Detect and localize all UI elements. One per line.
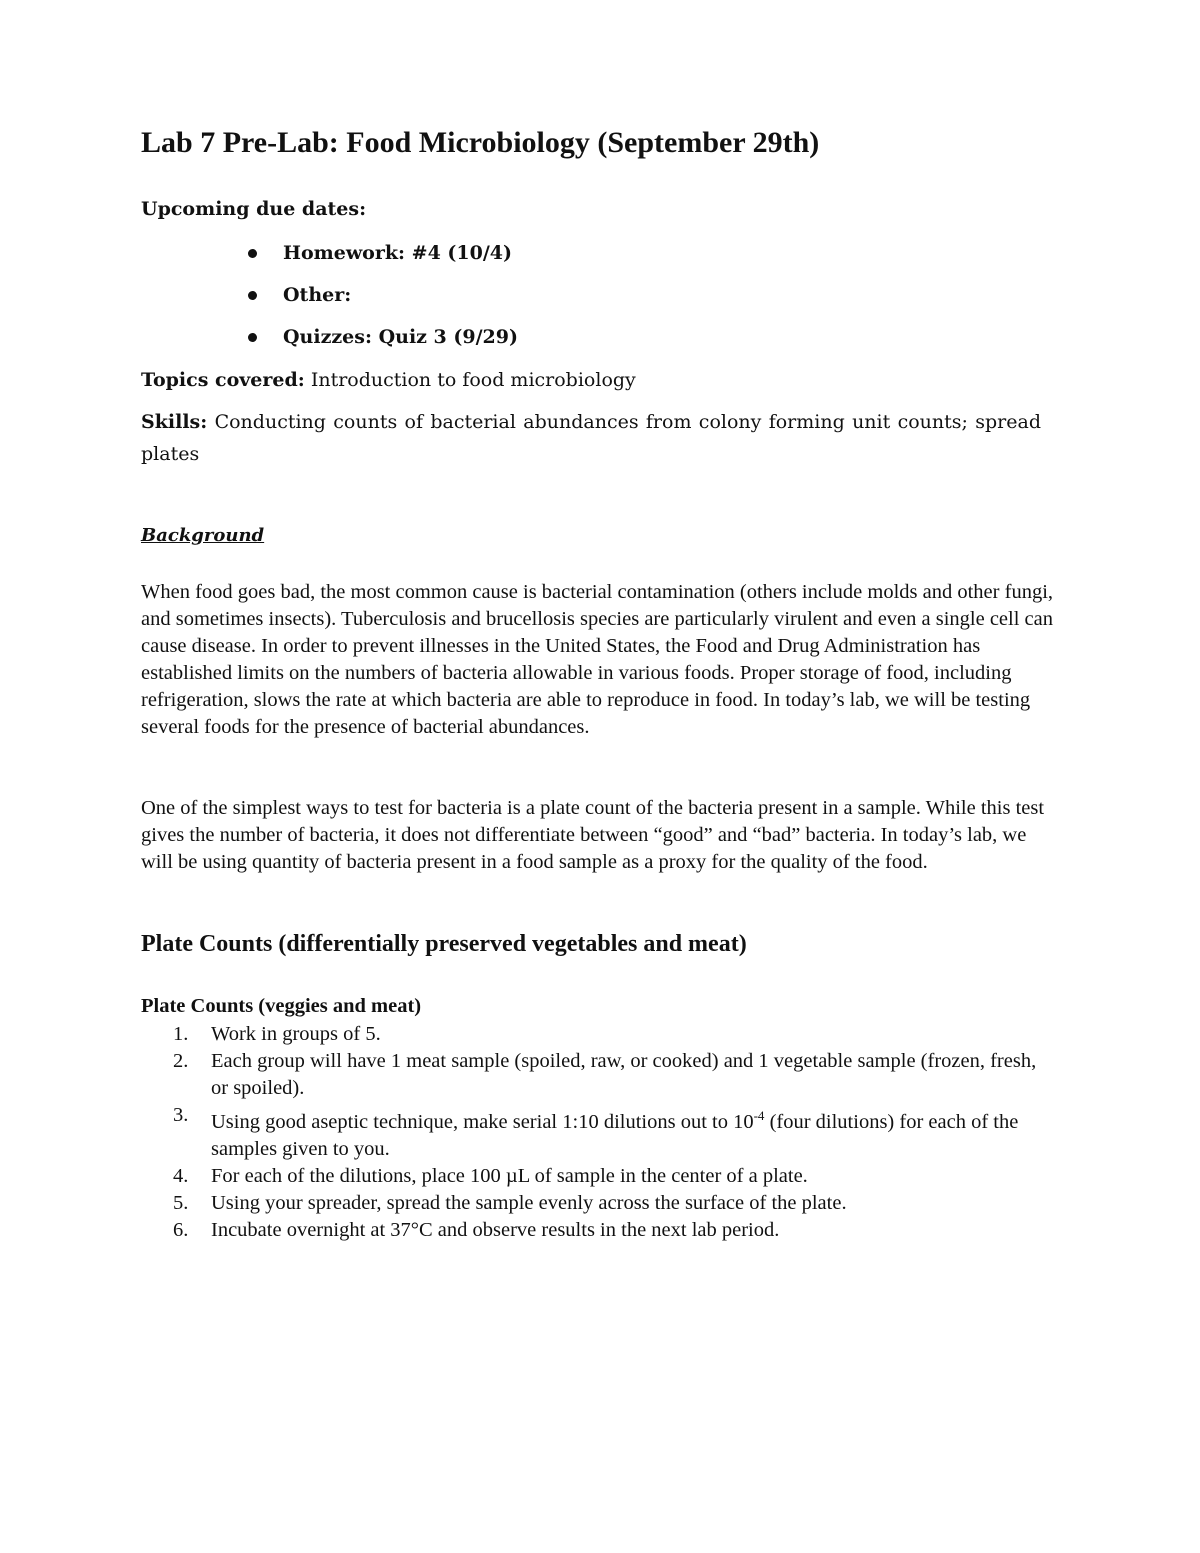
due-item-other: Other: (283, 284, 352, 306)
page-title: Lab 7 Pre-Lab: Food Microbiology (September 29th) (141, 126, 820, 159)
list-item (243, 240, 518, 282)
bullet-icon (248, 333, 257, 342)
step-number: 1. (173, 1023, 189, 1045)
skills-label: Skills: (141, 411, 208, 433)
step-number: 4. (173, 1164, 189, 1187)
topics-line (141, 364, 636, 396)
list-item (141, 1190, 1041, 1217)
step-number: 6. (173, 1218, 189, 1241)
step-text-before: Using good aseptic technique, make serial 1:10 dilutions out to 10 (211, 1110, 754, 1133)
topics-text: Introduction to food microbiology (304, 369, 636, 391)
step-superscript: -4 (753, 1108, 765, 1123)
list-item (141, 1021, 1041, 1048)
list-item (141, 1102, 1041, 1163)
step-number: 2. (173, 1050, 189, 1072)
list-item (243, 324, 518, 366)
plate-counts-section-title: Plate Counts (differentially preserved vegetables and meat) (141, 931, 747, 957)
background-heading: Background (141, 525, 265, 546)
step-text-after: (four dilutions) for each of the samples given to you. (211, 1110, 1019, 1160)
step-text: Each group will have 1 meat sample (spoiled, raw, or cooked) and 1 vegetable sample (frozen, fresh, or spoiled). (211, 1050, 1037, 1099)
list-item (141, 1163, 1041, 1190)
due-item-quizzes: Quizzes: Quiz 3 (9/29) (283, 326, 518, 348)
step-number: 3. (173, 1104, 189, 1126)
due-dates-list (243, 240, 518, 366)
procedure-steps (141, 1021, 1041, 1244)
due-dates-label: Upcoming due dates: (141, 198, 367, 220)
topics-label: Topics covered: (141, 369, 305, 391)
step-text: Incubate overnight at 37°C and observe results in the next lab period. (211, 1218, 780, 1241)
plate-counts-sub-title: Plate Counts (veggies and meat) (141, 995, 422, 1017)
bullet-icon (248, 291, 257, 300)
step-text: Work in groups of 5. (211, 1023, 381, 1045)
list-item (243, 282, 518, 324)
step-text: Using your spreader, spread the sample evenly across the surface of the plate. (211, 1191, 847, 1214)
background-paragraph-1: When food goes bad, the most common cause is bacterial contamination (others include molds and other fungi, and sometimes insects). Tuberculosis and brucellosis species are particularly virulent and even a single cell can cause disease. In order to prevent illnesses in the United States, the Food and Drug Administration has established limits on the numbers of bacteria allowable in various foods. Proper storage of food, including refrigeration, slows the rate at which bacteria are able to reproduce in food. In today’s lab, we will be testing several foods for the presence of bacterial abundances. (141, 581, 1054, 738)
list-item (141, 1048, 1041, 1102)
due-item-homework: Homework: #4 (10/4) (283, 242, 512, 264)
skills-text: Conducting counts of bacterial abundances from colony forming unit counts; spread plates (141, 411, 1041, 465)
list-item (141, 1217, 1041, 1244)
skills-line (141, 406, 1041, 470)
step-text: For each of the dilutions, place 100 µL of sample in the center of a plate. (211, 1164, 808, 1187)
background-paragraph-2: One of the simplest ways to test for bacteria is a plate count of the bacteria present in a sample. While this test gives the number of bacteria, it does not differentiate between “good” and “bad” bacteria. In today’s lab, we will be using quantity of bacteria present in a food sample as a proxy for the quality of the food. (141, 797, 1045, 873)
bullet-icon (248, 249, 257, 258)
step-number: 5. (173, 1191, 189, 1214)
